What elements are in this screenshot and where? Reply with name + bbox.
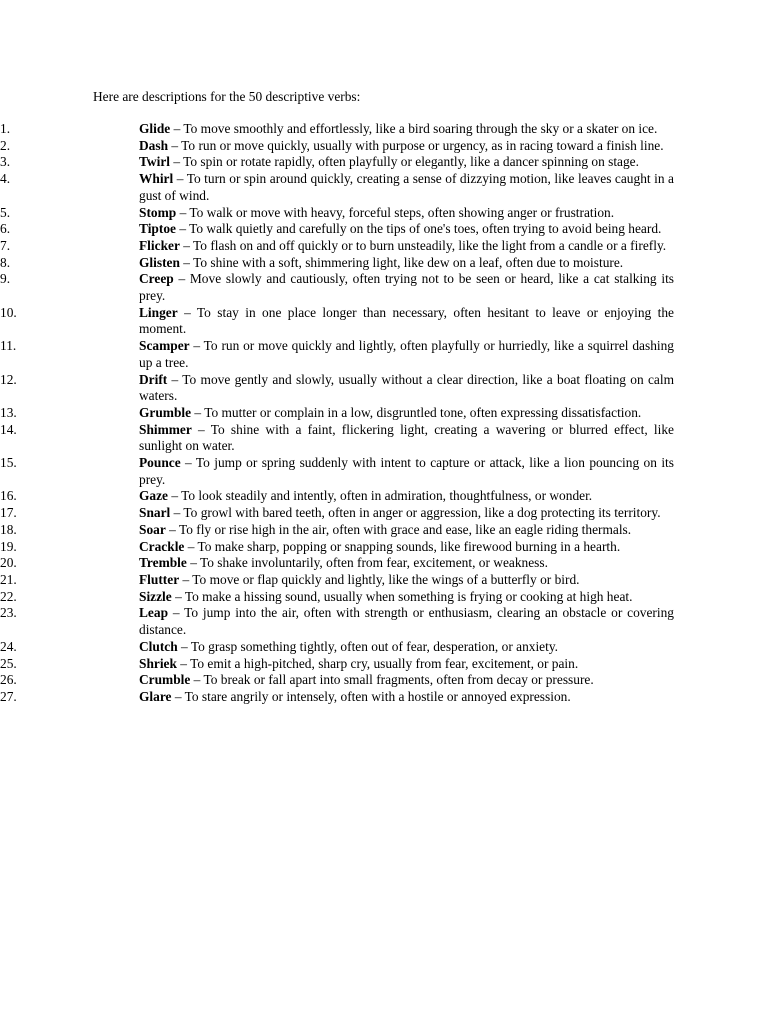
- list-item: [0, 539, 674, 556]
- list-item: [0, 639, 674, 656]
- list-item: [0, 138, 674, 155]
- list-item: [0, 372, 674, 405]
- verb-definition: – To run or move quickly, usually with purpose or urgency, as in racing toward a finish line.: [168, 137, 664, 153]
- list-item: [0, 255, 674, 272]
- verb-definition: – To walk or move with heavy, forceful steps, often showing anger or frustration.: [176, 204, 615, 220]
- list-item: [0, 656, 674, 673]
- verb-definition: – To move gently and slowly, usually without a clear direction, like a boat floating on calm waters.: [139, 371, 674, 404]
- verb-term: Glisten: [139, 254, 180, 270]
- list-item: [0, 405, 674, 422]
- list-item-number: 6.: [0, 221, 11, 237]
- list-item: [0, 154, 674, 171]
- list-item-number: 23.: [0, 605, 17, 621]
- verb-term: Shriek: [139, 655, 177, 671]
- verb-definition: – To growl with bared teeth, often in anger or aggression, like a dog protecting its territory.: [170, 505, 661, 521]
- list-item-number: 13.: [0, 404, 17, 420]
- verb-term: Twirl: [139, 154, 170, 170]
- list-item-number: 25.: [0, 655, 17, 671]
- list-item: [0, 605, 674, 638]
- list-item-number: 19.: [0, 538, 17, 554]
- verb-definition: – To walk quietly and carefully on the tips of one's toes, often trying to avoid being heard.: [175, 221, 662, 237]
- verb-term: Crumble: [139, 672, 191, 688]
- verb-term: Tiptoe: [139, 221, 176, 237]
- list-item-number: 8.: [0, 254, 11, 270]
- intro-text: Here are descriptions for the 50 descriptive verbs:: [93, 89, 361, 104]
- list-item: [0, 338, 674, 371]
- list-item-number: 1.: [0, 121, 11, 136]
- list-item-number: 26.: [0, 672, 17, 688]
- list-item-number: 17.: [0, 505, 17, 521]
- list-item: [0, 522, 674, 539]
- list-item: [0, 572, 674, 589]
- verb-definition: – To emit a high-pitched, sharp cry, usually from fear, excitement, or pain.: [176, 655, 579, 671]
- list-item: [0, 455, 674, 488]
- list-item-number: 27.: [0, 688, 17, 704]
- verb-definition: – To jump or spring suddenly with intent to capture or attack, like a lion pouncing on its prey.: [139, 455, 674, 487]
- list-item-number: 12.: [0, 371, 17, 387]
- list-item-number: 3.: [0, 154, 11, 170]
- list-item-number: 16.: [0, 488, 17, 504]
- verb-definition: – To stay in one place longer than necessary, often hesitant to leave or enjoying the moment.: [139, 304, 674, 337]
- verb-term: Linger: [139, 304, 178, 320]
- verb-term: Dash: [139, 137, 169, 153]
- list-item-number: 22.: [0, 588, 17, 604]
- verb-definition: – To break or fall apart into small fragments, often from decay or pressure.: [190, 672, 594, 688]
- list-item-number: 2.: [0, 137, 11, 153]
- list-item: [0, 205, 674, 222]
- list-item-number: 9.: [0, 271, 11, 287]
- verb-term: Glare: [139, 688, 172, 704]
- verb-term: Clutch: [139, 638, 178, 654]
- verb-term: Whirl: [139, 171, 174, 187]
- verb-term: Drift: [139, 371, 168, 387]
- list-item: [0, 672, 674, 689]
- verb-definition: – To grasp something tightly, often out of fear, desperation, or anxiety.: [177, 638, 559, 654]
- verb-term: Snarl: [139, 505, 171, 521]
- verb-term: Tremble: [139, 555, 187, 571]
- list-item-number: 10.: [0, 304, 17, 320]
- verb-term: Grumble: [139, 404, 192, 420]
- verb-term: Shimmer: [139, 421, 192, 437]
- list-item-number: 24.: [0, 638, 17, 654]
- list-item-number: 7.: [0, 237, 11, 253]
- verb-term: Sizzle: [139, 588, 172, 604]
- verb-term: Glide: [139, 121, 171, 136]
- verb-term: Flutter: [139, 571, 180, 587]
- verb-definition: – To shine with a faint, flickering light, creating a wavering or blurred effect, like sunlight on water.: [139, 421, 674, 454]
- list-item-number: 14.: [0, 421, 17, 437]
- verb-definition: – To move or flap quickly and lightly, like the wings of a butterfly or bird.: [179, 571, 580, 587]
- verb-definition: – To shine with a soft, shimmering light, like dew on a leaf, often due to moisture.: [179, 254, 624, 270]
- verb-definition: – To flash on and off quickly or to burn unsteadily, like the light from a candle or a firefly.: [179, 237, 667, 253]
- list-item: [0, 505, 674, 522]
- list-item: [0, 589, 674, 606]
- list-item: [0, 271, 674, 304]
- verb-definition: – To jump into the air, often with strength or enthusiasm, clearing an obstacle or covering distance.: [139, 605, 674, 638]
- verb-term: Stomp: [139, 204, 177, 220]
- verb-term: Pounce: [139, 455, 181, 471]
- list-item: [0, 221, 674, 238]
- list-item: [0, 555, 674, 572]
- list-item: [0, 422, 674, 455]
- list-item-number: 15.: [0, 455, 17, 471]
- verb-term: Flicker: [139, 237, 180, 253]
- verb-term: Leap: [139, 605, 169, 621]
- verb-term: Creep: [139, 271, 174, 287]
- list-item: [0, 305, 674, 338]
- list-item-number: 11.: [0, 338, 17, 354]
- verb-definition: – To shake involuntarily, often from fear, excitement, or weakness.: [186, 555, 548, 571]
- list-item-number: 4.: [0, 171, 11, 187]
- verb-definition: – To look steadily and intently, often in admiration, thoughtfulness, or wonder.: [168, 488, 593, 504]
- list-item-number: 20.: [0, 555, 17, 571]
- verb-list: [0, 121, 674, 706]
- verb-definition: – To turn or spin around quickly, creating a sense of dizzying motion, like leaves caught in a gust of wind.: [139, 171, 674, 203]
- verb-term: Crackle: [139, 538, 185, 554]
- verb-definition: – To stare angrily or intensely, often with a hostile or annoyed expression.: [171, 688, 571, 704]
- verb-term: Scamper: [139, 338, 190, 354]
- list-item: [0, 689, 674, 706]
- list-item-number: 5.: [0, 204, 11, 220]
- verb-definition: – To make a hissing sound, usually when something is frying or cooking at high heat.: [171, 588, 633, 604]
- list-item: [0, 238, 674, 255]
- list-item: [0, 488, 674, 505]
- verb-definition: – To move smoothly and effortlessly, like a bird soaring through the sky or a skater on ice.: [170, 121, 658, 136]
- verb-definition: – To spin or rotate rapidly, often playfully or elegantly, like a dancer spinning on stage.: [170, 154, 639, 170]
- verb-term: Soar: [139, 521, 166, 537]
- verb-term: Gaze: [139, 488, 168, 504]
- list-item: [0, 121, 674, 138]
- verb-definition: – To fly or rise high in the air, often with grace and ease, like an eagle riding thermals.: [165, 521, 632, 537]
- list-item-number: 21.: [0, 571, 17, 587]
- verb-definition: – To mutter or complain in a low, disgruntled tone, often expressing dissatisfaction.: [191, 404, 642, 420]
- verb-definition: – Move slowly and cautiously, often trying not to be seen or heard, like a cat stalking its prey.: [139, 271, 674, 304]
- list-item: [0, 171, 674, 204]
- verb-definition: – To make sharp, popping or snapping sounds, like firewood burning in a hearth.: [184, 538, 621, 554]
- list-item-number: 18.: [0, 521, 17, 537]
- verb-definition: – To run or move quickly and lightly, often playfully or hurriedly, like a squirrel dashing up a tree.: [139, 338, 674, 370]
